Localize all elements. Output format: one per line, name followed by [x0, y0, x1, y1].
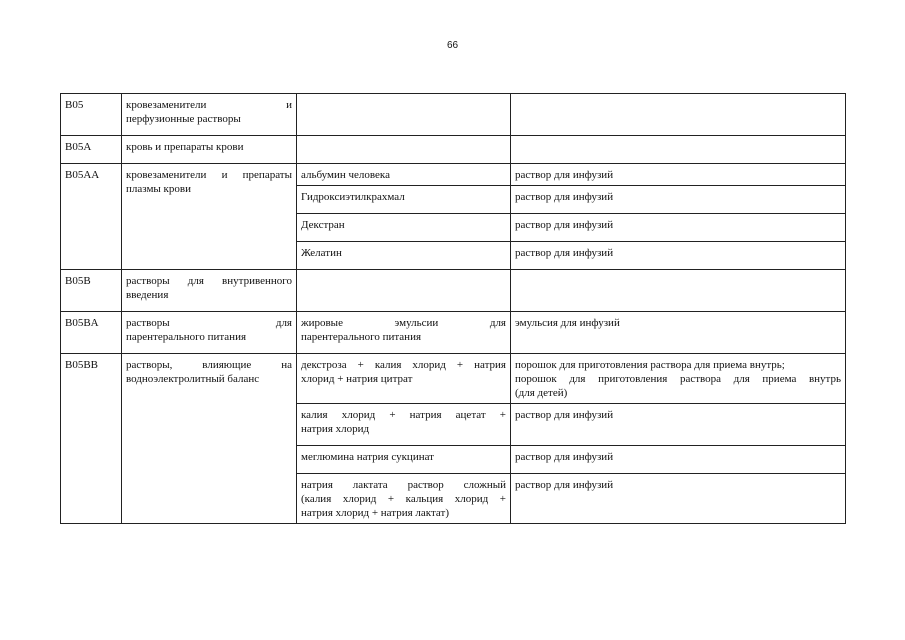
- group-name-line: растворы для: [126, 317, 292, 329]
- dosage-form-line: порошок для приготовления раствора для приема внутрь: [515, 373, 841, 385]
- drug-name-line: натрия хлорид: [301, 423, 370, 435]
- atc-code-cell: B05BB: [61, 354, 122, 524]
- table-row-b05a: [61, 136, 846, 164]
- table-row-b05: [61, 94, 846, 136]
- drug-name-line: Гидроксиэтилкрахмал: [301, 191, 405, 203]
- drug-name-cell: [297, 136, 511, 164]
- drug-name-cell: [297, 446, 511, 474]
- drug-name-line: Желатин: [301, 247, 342, 259]
- group-name-line: растворы для внутривенного: [126, 275, 292, 287]
- group-name-cell: [122, 354, 297, 524]
- drug-name-line: натрия лактата раствор сложный: [301, 479, 506, 491]
- group-name-line: водноэлектролитный баланс: [126, 373, 260, 385]
- group-name-line: парентерального питания: [126, 331, 247, 343]
- dosage-form-cell: [511, 136, 846, 164]
- dosage-form-cell: [511, 270, 846, 312]
- drug-name-cell: [297, 186, 511, 214]
- drug-name-line: натрия хлорид + натрия лактат): [301, 507, 450, 519]
- dosage-form-cell: [511, 354, 846, 404]
- dosage-form-cell: [511, 186, 846, 214]
- atc-code-cell: B05BA: [61, 312, 122, 354]
- atc-code-cell: B05A: [61, 136, 122, 164]
- dosage-form-line: раствор для инфузий: [515, 219, 614, 231]
- drug-name-line: хлорид + натрия цитрат: [301, 373, 413, 385]
- dosage-form-cell: [511, 164, 846, 186]
- dosage-form-cell: [511, 94, 846, 136]
- dosage-form-line: (для детей): [515, 387, 568, 399]
- drug-name-cell: [297, 404, 511, 446]
- dosage-form-line: раствор для инфузий: [515, 409, 614, 421]
- dosage-form-cell: [511, 474, 846, 524]
- table-row-b05bb: [61, 354, 846, 404]
- group-name-line: плазмы крови: [126, 183, 191, 195]
- drug-name-cell: [297, 474, 511, 524]
- drug-name-line: альбумин человека: [301, 169, 390, 181]
- atc-code-cell: B05AA: [61, 164, 122, 270]
- drug-name-cell: [297, 214, 511, 242]
- dosage-form-line: эмульсия для инфузий: [515, 317, 620, 329]
- group-name-cell: [122, 164, 297, 270]
- group-name-line: введения: [126, 289, 169, 301]
- group-name-line: кровезаменители и препараты: [126, 169, 292, 181]
- drug-name-line: жировые эмульсии для: [301, 317, 506, 329]
- drug-name-cell: [297, 242, 511, 270]
- table-row-b05b: [61, 270, 846, 312]
- dosage-form-cell: [511, 404, 846, 446]
- drug-classification-table: [60, 93, 846, 524]
- drug-name-cell: [297, 354, 511, 404]
- atc-code-cell: B05: [61, 94, 122, 136]
- dosage-form-line: раствор для инфузий: [515, 247, 614, 259]
- group-name-cell: [122, 312, 297, 354]
- drug-name-line: (калия хлорид + кальция хлорид +: [301, 493, 506, 505]
- group-name-cell: [122, 136, 297, 164]
- drug-name-line: калия хлорид + натрия ацетат +: [301, 409, 506, 421]
- drug-name-cell: [297, 312, 511, 354]
- atc-code-cell: B05B: [61, 270, 122, 312]
- dosage-form-cell: [511, 242, 846, 270]
- drug-name-line: меглюмина натрия сукцинат: [301, 451, 434, 463]
- table-row-b05aa: [61, 164, 846, 186]
- dosage-form-cell: [511, 214, 846, 242]
- table-row-b05ba: [61, 312, 846, 354]
- dosage-form-line: раствор для инфузий: [515, 479, 614, 491]
- dosage-form-line: раствор для инфузий: [515, 191, 614, 203]
- drug-name-line: парентерального питания: [301, 331, 422, 343]
- dosage-form-line: раствор для инфузий: [515, 451, 614, 463]
- dosage-form-cell: [511, 446, 846, 474]
- group-name-cell: [122, 94, 297, 136]
- dosage-form-line: раствор для инфузий: [515, 169, 614, 181]
- page-number: 66: [446, 40, 459, 51]
- drug-name-line: Декстран: [301, 219, 345, 231]
- drug-name-cell: [297, 270, 511, 312]
- group-name-line: кровезаменители и: [126, 99, 292, 111]
- drug-name-cell: [297, 94, 511, 136]
- drug-name-cell: [297, 164, 511, 186]
- dosage-form-line: порошок для приготовления раствора для приема внутрь;: [515, 359, 785, 371]
- group-name-cell: [122, 270, 297, 312]
- group-name-line: кровь и препараты крови: [126, 141, 244, 153]
- drug-name-line: декстроза + калия хлорид + натрия: [301, 359, 506, 371]
- group-name-line: растворы, влияющие на: [126, 359, 292, 371]
- group-name-line: перфузионные растворы: [126, 113, 241, 125]
- dosage-form-cell: [511, 312, 846, 354]
